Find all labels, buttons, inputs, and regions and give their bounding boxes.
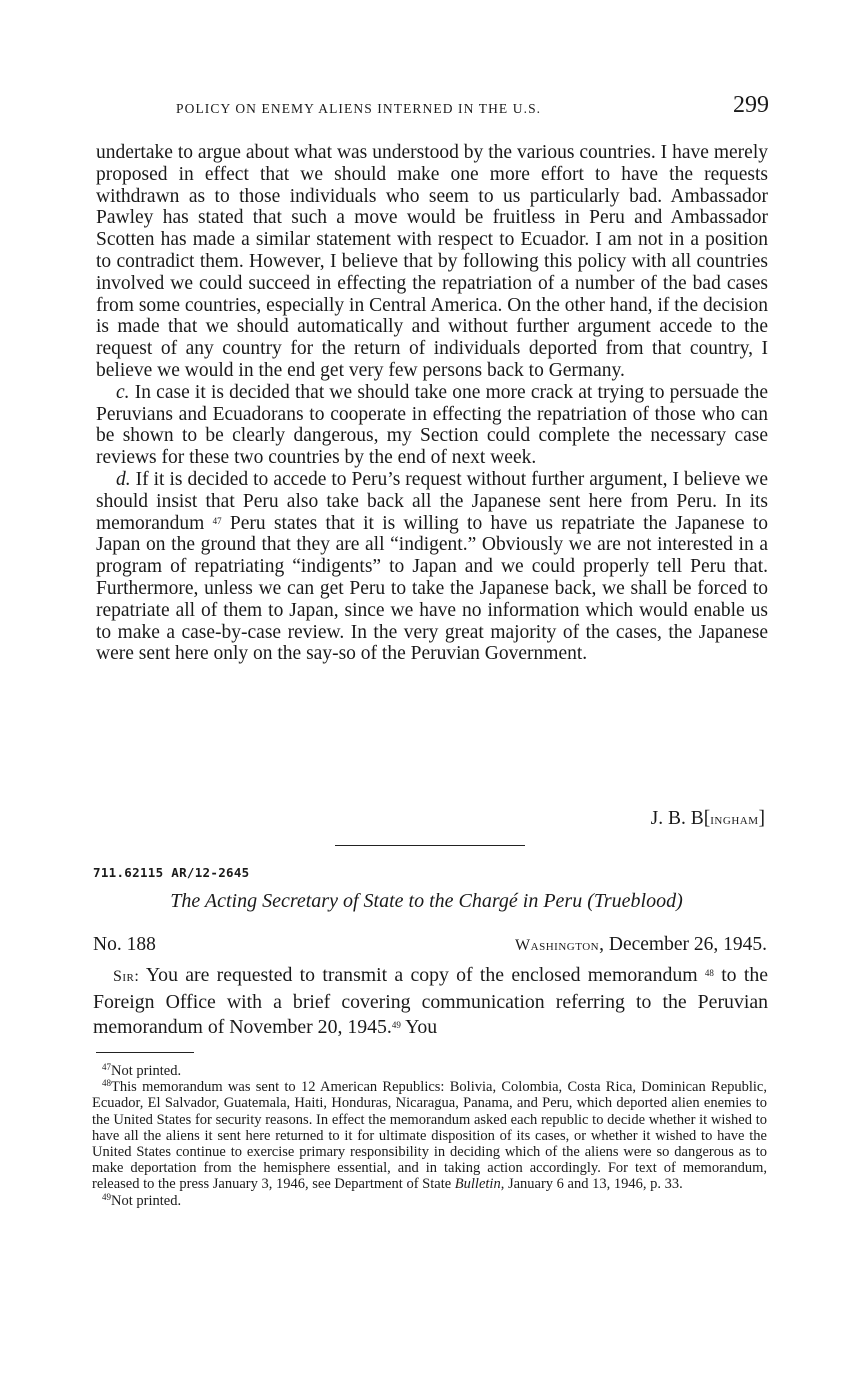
footnotes: [92, 1063, 767, 1209]
paragraph-d-text-a: If it is decided to accede to Peru’s request without further argument, I believe we should insist that Peru also take back all the Japanese sent here from Peru. In its memorandum: [96, 468, 769, 534]
document-title: The Acting Secretary of State to the Chargé in Peru (Trueblood): [170, 890, 683, 912]
section-divider: [335, 845, 525, 846]
signature-initials: J. B. B[: [650, 808, 711, 829]
signature-name: ingham: [710, 811, 759, 828]
footnote-48: $^{48}$This memorandum was sent to 12 American Republics: Bolivia, Colombia, Costa Rica, Dominican Republic, Ecuador, El Salvador, Guatemala, Haiti, Honduras, Nicaragua, Panama, and Peru, which deported alien enemies to the United States for security reasons. In effect the memorandum asked each republic to decide whether it wished to have all the aliens it sent here returned to it for ultimate disposition of its cases, or whether it wished to have the United States continue to exercise primary responsibility in deciding which of the aliens were so dangerous as to make deportation from the hemisphere essential, and in taking action accordingly. For text of memorandum, released to the press January 3, 1946, see Department of State Bulletin, January 6 and 13, 1946, p. 33.: [92, 1078, 767, 1193]
footnote-ref-48: 48: [704, 968, 714, 978]
paragraph-c-text: In case it is decided that we should take one more crack at trying to persuade the Peruvians and Ecuadorans to cooperate in effecting the repatriation of those who can be shown to be clearly dangerous, my Section could complete the necessary case reviews for these two countries by the end of next week.: [96, 381, 768, 469]
document-number: No. 188: [93, 934, 156, 955]
footnote-47: $^{47}$Not printed.: [102, 1062, 182, 1079]
running-title: POLICY ON ENEMY ALIENS INTERNED IN THE U.S.: [176, 101, 542, 116]
paragraph-d: [96, 469, 768, 665]
place-date: [515, 934, 767, 956]
bulletin-title: Bulletin: [454, 1176, 501, 1193]
date: , December 26, 1945.: [599, 934, 767, 955]
letter-text-b: to the Foreign Office with a brief covering communication referring to the Peruvian memorandum of November 20, 1945.: [93, 964, 768, 1038]
footnote-ref-49: 49: [391, 1020, 401, 1030]
footnote-divider: [96, 1052, 194, 1053]
letter-body: [93, 963, 768, 1041]
paragraph-c-label: c.: [116, 381, 130, 403]
place: Washington: [515, 937, 600, 954]
signature-close: ]: [758, 808, 765, 829]
footnote-ref-47: 47: [212, 515, 222, 526]
paragraph-c: [96, 382, 768, 469]
paragraph-continuation: undertake to argue about what was understood by the various countries. I have merely proposed in effect that we should make one more effort to have the requests withdrawn as to those individuals who seem to us particularly bad. Ambassador Pawley has stated that such a move would be fruitless in Peru and Ambassador Scotten has made a similar statement with respect to Ecuador. I am not in a position to contradict them. However, I believe that by following this policy with all countries involved we could succeed in effecting the repatriation of a number of the bad cases from some countries, especially in Central America. On the other hand, if the decision is made that we should automatically and without further argument accede to the request of any country for the return of individuals deported from that country, I believe we would in the end get very few persons back to Germany.: [96, 142, 768, 381]
paragraph-d-label: d.: [116, 468, 131, 490]
running-head: [96, 92, 769, 122]
salutation: Sir:: [113, 968, 140, 985]
signature: [651, 808, 765, 830]
letter-text-c: You: [405, 1016, 438, 1038]
page-number: 299: [733, 92, 769, 118]
file-number: 711.62115 AR/12-2645: [93, 865, 250, 880]
letter-text-a: You are requested to transmit a copy of the enclosed memorandum: [145, 964, 698, 986]
paragraph-d-text-b: Peru states that it is willing to have us repatriate the Japanese to Japan on the ground that they are all “indigent.” Obviously we are not interested in a program of repatriating “indigents” to Japan and we could properly tell Peru that. Furthermore, unless we can get Peru to take the Japanese back, we shall be forced to repatriate all of them to Japan, since we have no information which would enable us to make a case-by-case review. In the very great majority of the cases, the Japanese were sent here only on the say-so of the Peruvian Government.: [96, 512, 769, 665]
footnote-49: $^{49}$Not printed.: [102, 1191, 182, 1209]
memo-body: [96, 142, 768, 665]
